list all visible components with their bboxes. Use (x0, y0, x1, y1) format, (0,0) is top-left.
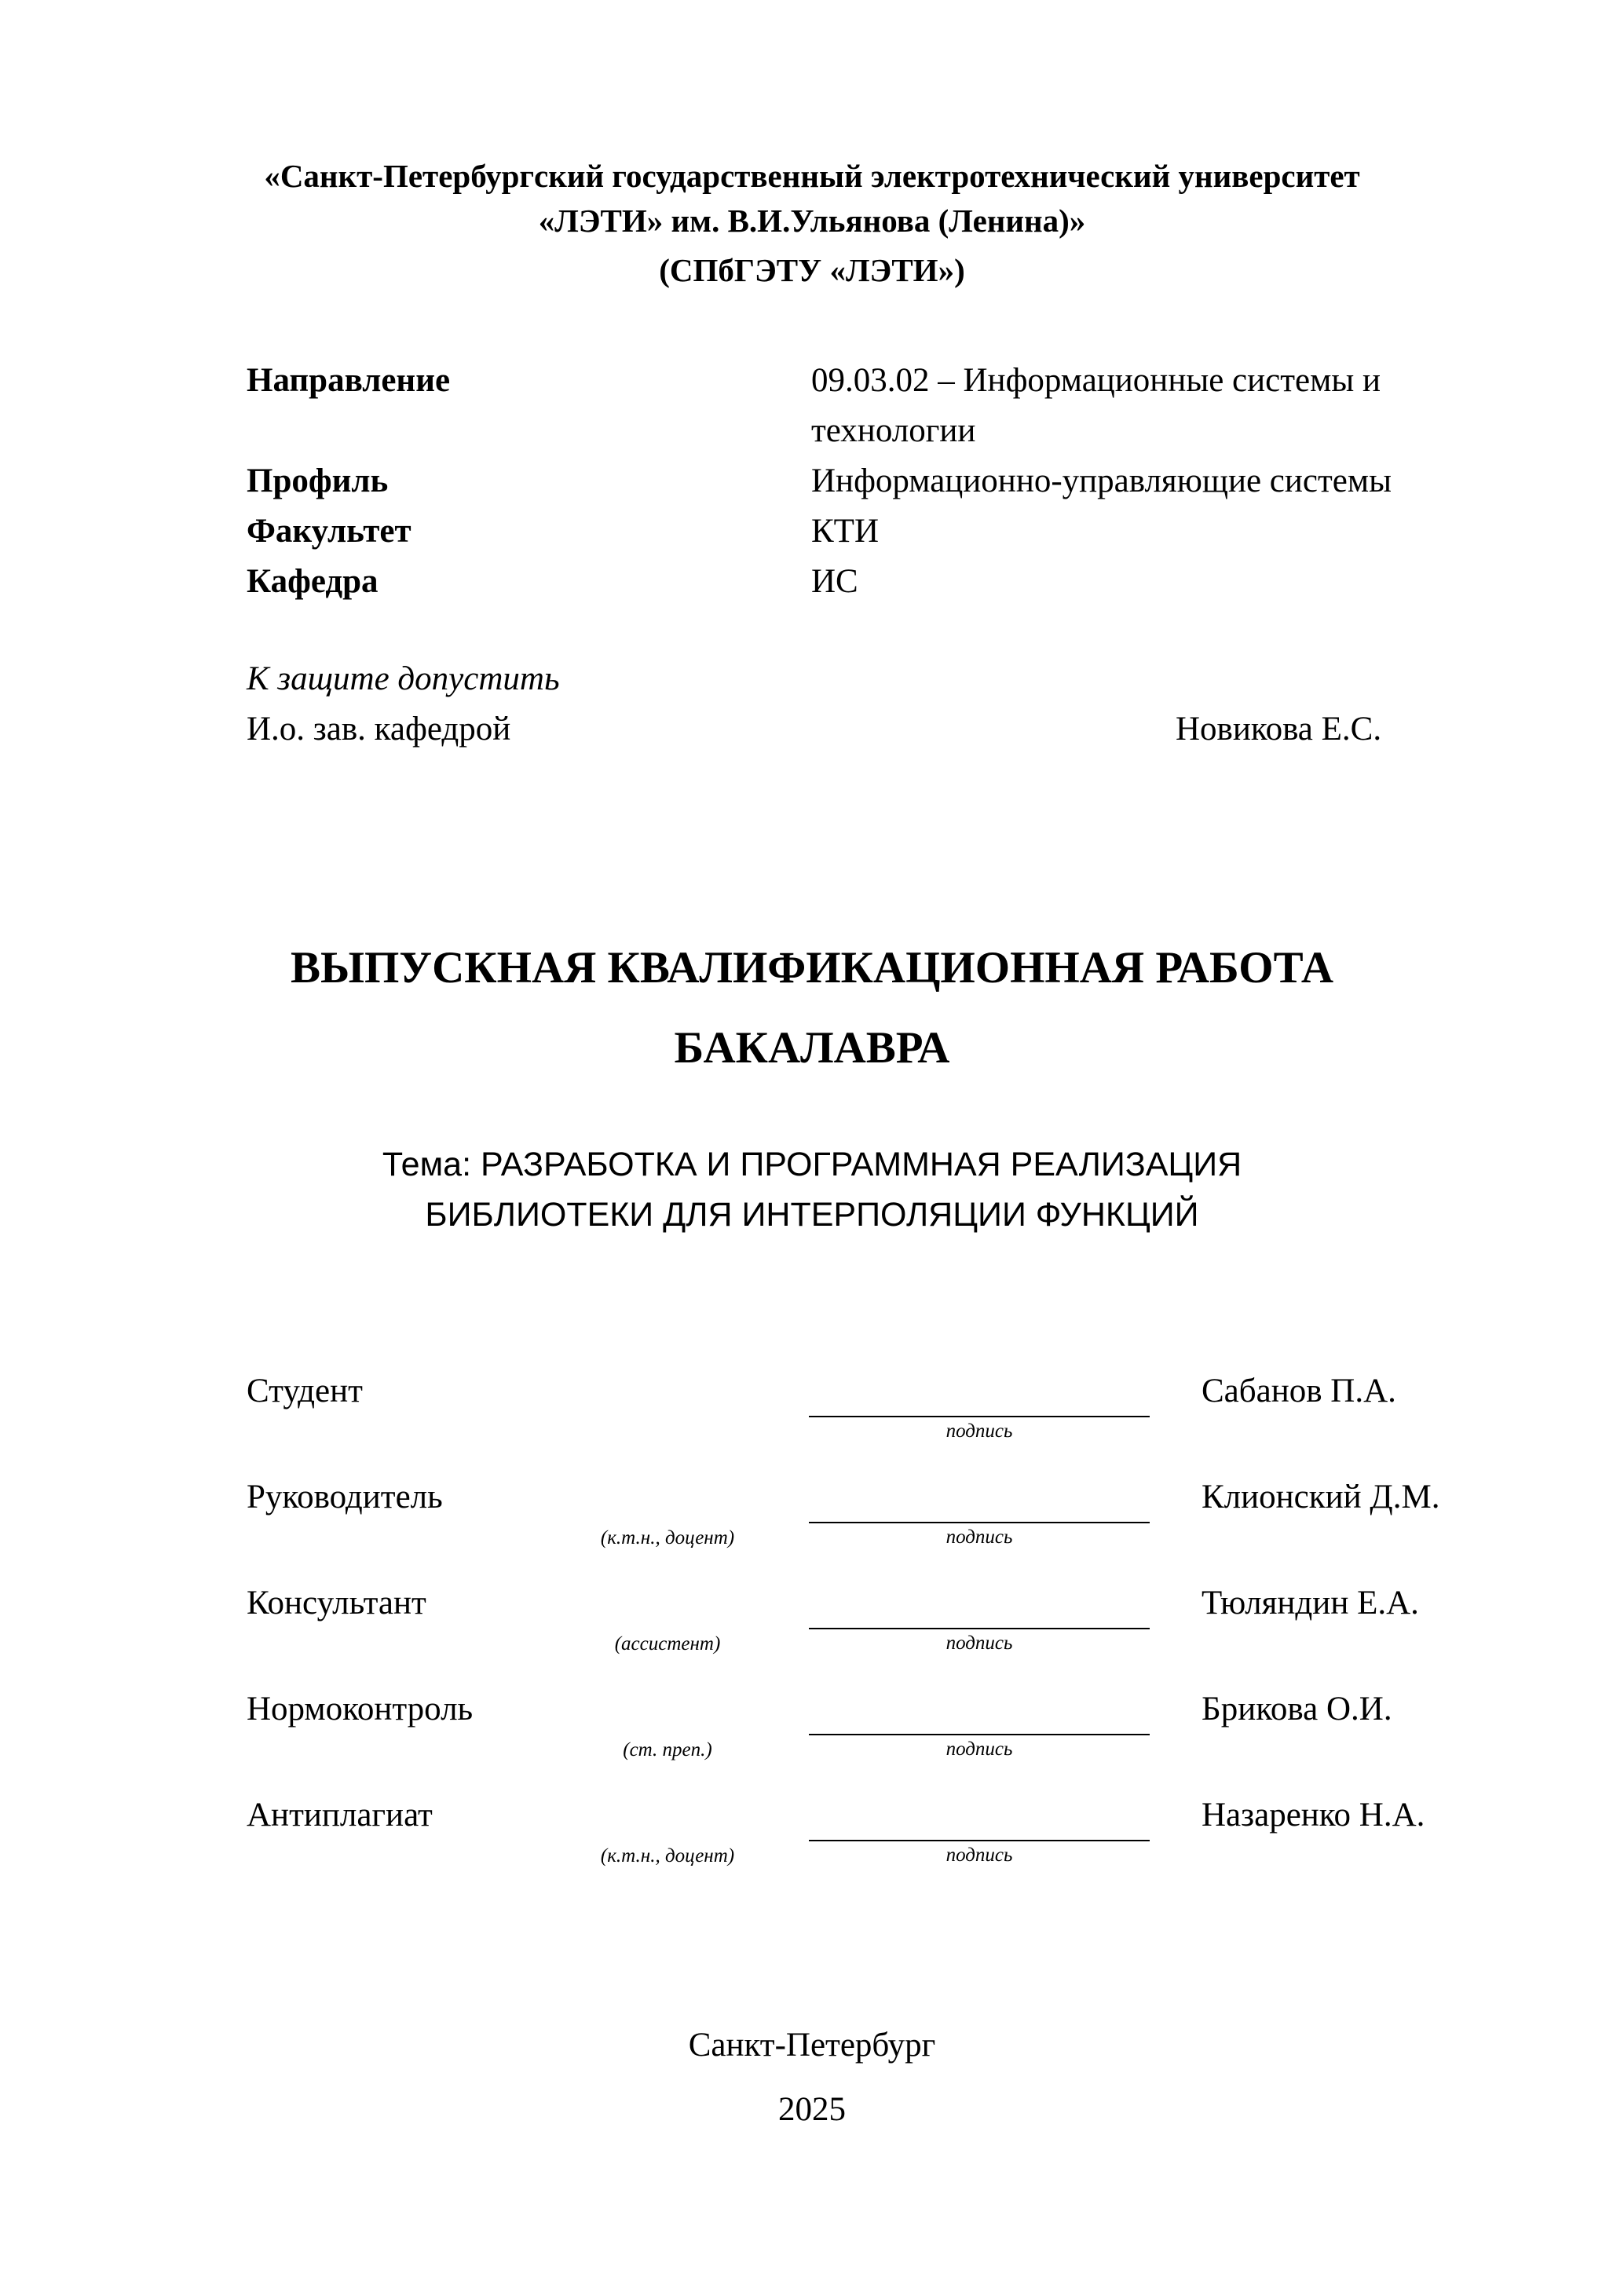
university-name-line2: «ЛЭТИ» им. В.И.Ульянова (Ленина)» (538, 203, 1086, 239)
info-label-profile: Профиль (247, 462, 389, 499)
signature-name: Тюляндин Е.А. (1202, 1585, 1419, 1621)
signature-role: Нормоконтроль (247, 1691, 474, 1727)
signature-line (809, 1734, 1150, 1735)
approval-name: Новикова Е.С. (1176, 711, 1382, 748)
university-abbreviation: (СПбГЭТУ «ЛЭТИ») (659, 252, 965, 288)
signature-role: Руководитель (247, 1479, 443, 1515)
info-value-profile: Информационно-управляющие системы (811, 462, 1392, 499)
signature-role: Антиплагиат (247, 1797, 433, 1834)
signature-degree: (к.т.н., доцент) (600, 1845, 735, 1866)
info-value-department: ИС (811, 563, 858, 600)
topic-line2: БИБЛИОТЕКИ ДЛЯ ИНТЕРПОЛЯЦИИ ФУНКЦИЙ (425, 1196, 1199, 1234)
signature-role: Консультант (247, 1585, 426, 1621)
signature-degree: (к.т.н., доцент) (600, 1527, 735, 1548)
topic-line1: Тема: РАЗРАБОТКА И ПРОГРАММНАЯ РЕАЛИЗАЦИЯ (382, 1146, 1242, 1183)
university-name-line1: «Санкт-Петербургский государственный электротехнический университет (264, 158, 1360, 194)
signature-hint: подпись (946, 1420, 1013, 1442)
approval-title: К защите допустить (247, 660, 560, 697)
signature-line (809, 1628, 1150, 1629)
signature-hint: подпись (946, 1738, 1013, 1760)
signature-hint: подпись (946, 1632, 1013, 1654)
footer-year: 2025 (778, 2091, 846, 2128)
info-value-direction-line1: 09.03.02 – Информационные системы и (811, 362, 1381, 399)
signature-hint: подпись (946, 1526, 1013, 1548)
signature-line (809, 1416, 1150, 1417)
work-title-line1: ВЫПУСКНАЯ КВАЛИФИКАЦИОННАЯ РАБОТА (290, 943, 1333, 993)
info-label-direction: Направление (247, 362, 451, 399)
signature-role: Студент (247, 1373, 363, 1409)
signature-name: Назаренко Н.А. (1202, 1797, 1425, 1834)
info-value-direction-line2: технологии (811, 412, 976, 449)
signature-name: Сабанов П.А. (1202, 1373, 1396, 1409)
signature-hint: подпись (946, 1844, 1013, 1866)
footer-city: Санкт-Петербург (688, 2027, 936, 2064)
signature-degree: (ассистент) (614, 1633, 721, 1654)
info-label-faculty: Факультет (247, 513, 411, 550)
signature-line (809, 1522, 1150, 1523)
work-title-line2: БАКАЛАВРА (674, 1023, 950, 1073)
info-label-department: Кафедра (247, 563, 379, 600)
signature-name: Брикова О.И. (1202, 1691, 1392, 1727)
signature-degree: (ст. преп.) (623, 1739, 712, 1760)
signature-name: Клионский Д.М. (1202, 1479, 1440, 1515)
approval-role: И.о. зав. кафедрой (247, 711, 511, 748)
signature-line (809, 1840, 1150, 1841)
info-value-faculty: КТИ (811, 513, 879, 550)
